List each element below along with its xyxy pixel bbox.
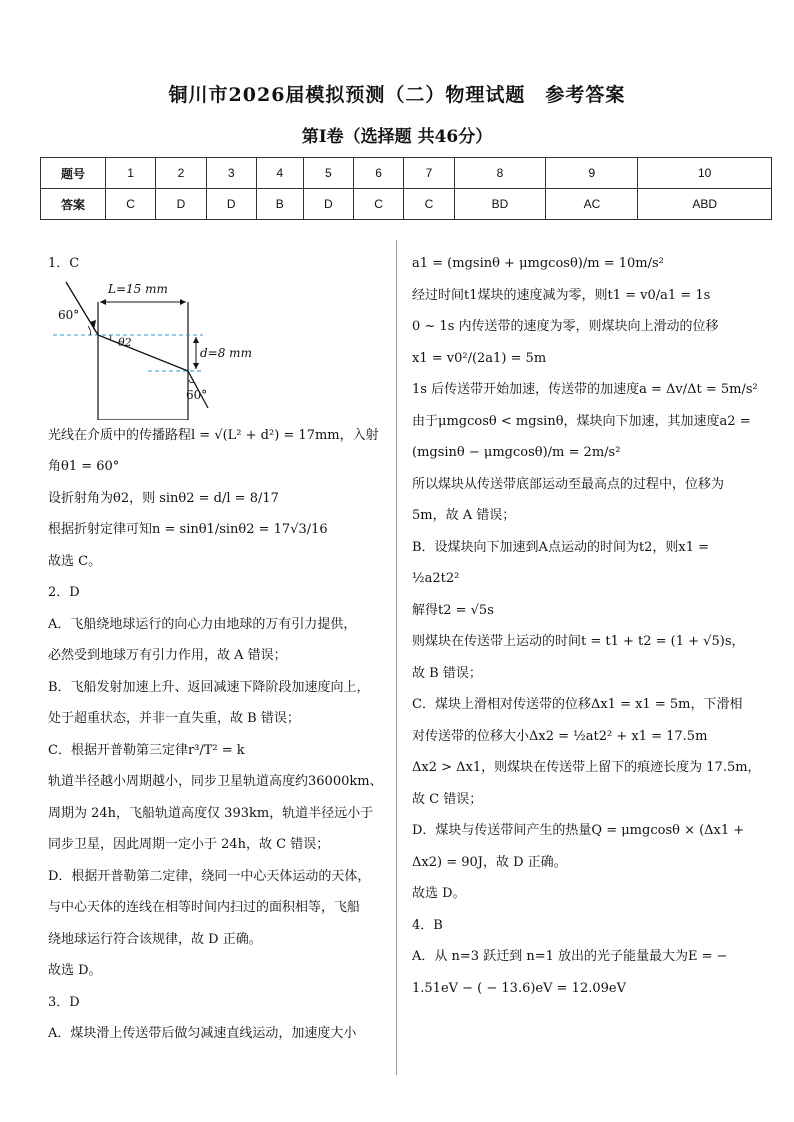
text-line: ½a2t2²	[412, 571, 460, 586]
angle-label-top: 60°	[58, 307, 80, 322]
text-line: 5m，故 A 错误；	[412, 508, 516, 523]
text-line: 1s 后传送带开始加速，传送带的加速度a = Δv/Δt = 5m/s²	[412, 382, 758, 397]
section-subtitle: 第Ⅰ卷（选择题 共46分）	[301, 127, 493, 147]
table-cell: 5	[303, 158, 353, 189]
question-number-row	[41, 158, 772, 189]
text-line: 根据折射定律可知n = sinθ1/sinθ2 = 17√3/16	[48, 522, 328, 537]
text-line: 1．C	[48, 256, 80, 271]
text-line: A．煤块滑上传送带后做匀减速直线运动，加速度大小	[48, 1026, 357, 1041]
table-cell: C	[404, 189, 454, 220]
text-line: 故选 D。	[412, 886, 466, 901]
table-cell: C	[106, 189, 156, 220]
text-line: 1.51eV − ( − 13.6)eV = 12.09eV	[412, 980, 626, 996]
text-line: 故选 D。	[48, 963, 102, 978]
answer-table	[40, 157, 772, 220]
table-cell: 8	[454, 158, 546, 189]
text-line: (mgsinθ − μmgcosθ)/m = 2m/s²	[412, 445, 621, 460]
text-line: 故选 C。	[48, 553, 102, 569]
text-line: 对传送带的位移大小Δx2 = ½at2² + x1 = 17.5m	[412, 728, 708, 744]
left-column	[48, 248, 384, 1050]
text-line: a1 = (mgsinθ + μmgcosθ)/m = 10m/s²	[412, 256, 664, 271]
text-line: 设折射角为θ2，则 sinθ2 = d/l = 8/17	[48, 490, 279, 506]
table-cell: D	[156, 189, 206, 220]
text-line: 光线在介质中的传播路程l = √(L² + d²) = 17mm，入射	[48, 427, 379, 443]
text-line: 角θ1 = 60°	[48, 459, 120, 474]
text-line: 所以煤块从传送带底部运动至最高点的过程中，位移为	[412, 476, 725, 492]
table-cell: D	[206, 189, 256, 220]
text-line: D．煤块与传送带间产生的热量Q = μmgcosθ × (Δx1 +	[412, 823, 745, 838]
table-cell: B	[256, 189, 303, 220]
table-cell: AC	[546, 189, 638, 220]
text-line: 经过时间t1煤块的速度减为零，则t1 = v0/a1 = 1s	[412, 287, 711, 303]
text-line: 同步卫星，因此周期一定小于 24h，故 C 错误；	[48, 837, 330, 852]
text-line: 则煤块在传送带上运动的时间t = t1 + t2 = (1 + √5)s，	[412, 634, 745, 649]
table-cell: 10	[638, 158, 772, 189]
text-line: 故 B 错误；	[412, 665, 482, 681]
text-line: 轨道半径越小周期越小，同步卫星轨道高度约36000km、	[48, 774, 383, 789]
text-line: Δx2 > Δx1，则煤块在传送带上留下的痕迹长度为 17.5m，	[412, 760, 761, 775]
row-label: 题号	[41, 158, 106, 189]
table-cell: ABD	[638, 189, 772, 220]
text-line: C．根据开普勒第三定律r³/T² = k	[48, 742, 245, 758]
column-divider	[396, 240, 397, 1075]
text-line: 解得t2 = √5s	[412, 602, 494, 618]
table-cell: 3	[206, 158, 256, 189]
text-line: 0 ~ 1s 内传送带的速度为零，则煤块向上滑动的位移	[412, 319, 719, 334]
text-line: B．飞船发射加速上升、返回减速下降阶段加速度向上，	[48, 679, 370, 695]
table-cell: 4	[256, 158, 303, 189]
text-line: 由于μmgcosθ < mgsinθ，煤块向下加速，其加速度a2 =	[412, 413, 751, 429]
row-label: 答案	[41, 189, 106, 220]
table-cell: 7	[404, 158, 454, 189]
text-line: 2．D	[48, 585, 80, 600]
table-cell: 1	[106, 158, 156, 189]
text-line: 与中心天体的连线在相等时间内扫过的面积相等，飞船	[48, 900, 361, 915]
text-line: 处于超重状态，并非一直失重，故 B 错误；	[48, 711, 300, 726]
text-line: 绕地球运行符合该规律，故 D 正确。	[48, 931, 262, 947]
text-line: B．设煤块向下加速到A点运动的时间为t2，则x1 =	[412, 539, 710, 555]
table-cell: C	[354, 189, 404, 220]
angle-label-bottom: 60°	[186, 387, 208, 402]
table-cell: 6	[354, 158, 404, 189]
table-cell: BD	[454, 189, 546, 220]
right-column	[412, 248, 761, 1004]
text-line: 周期为 24h，飞船轨道高度仅 393km，轨道半径远小于	[48, 805, 374, 821]
theta-label: θ2	[118, 335, 132, 349]
table-cell: 9	[546, 158, 638, 189]
text-line: D．根据开普勒第二定律，绕同一中心天体运动的天体，	[48, 868, 371, 884]
text-line: A．从 n=3 跃迁到 n=1 放出的光子能量最大为E = −	[412, 949, 728, 964]
text-line: 4．B	[412, 917, 443, 933]
length-label: L=15 mm	[108, 281, 168, 296]
text-line: 必然受到地球万有引力作用，故 A 错误；	[48, 648, 287, 663]
text-line: C．煤块上滑相对传送带的位移Δx1 = x1 = 5m，下滑相	[412, 697, 743, 712]
page-title: 铜川市2026届模拟预测（二）物理试题 参考答案	[168, 84, 626, 106]
table-cell: D	[303, 189, 353, 220]
text-line: 故 C 错误；	[412, 791, 483, 807]
table-cell: 2	[156, 158, 206, 189]
text-line: A．飞船绕地球运行的向心力由地球的万有引力提供，	[48, 616, 357, 632]
refraction-figure	[48, 280, 384, 420]
depth-label: d=8 mm	[200, 345, 252, 360]
text-line: Δx2) = 90J，故 D 正确。	[412, 854, 567, 870]
answer-row	[41, 189, 772, 220]
text-line: x1 = v0²/(2a1) = 5m	[412, 350, 547, 366]
text-line: 3．D	[48, 994, 80, 1010]
